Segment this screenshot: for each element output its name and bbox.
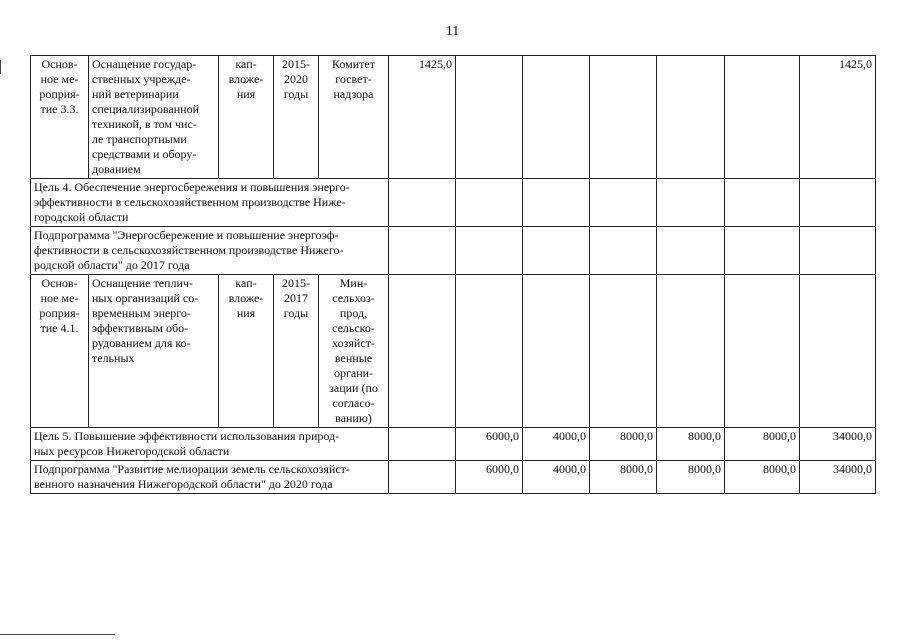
amount-cell: [725, 179, 800, 227]
amount-cell: [657, 179, 725, 227]
funding-type-cell: кап- вложе- ния: [219, 56, 274, 179]
scan-edge-mark: [0, 60, 1, 74]
amount-cell: [389, 461, 456, 494]
amount-cell: [657, 56, 725, 179]
amount-cell: 1425,0: [389, 56, 456, 179]
goal-text-cell: Цель 4. Обеспечение энергосбережения и повышения энерго- эффективности в сельскохозяйственном производстве Ниже- городской области: [31, 179, 389, 227]
amount-cell: 8000,0: [590, 428, 657, 461]
goal-text-cell: Подпрограмма "Энергосбережение и повышение энергоэф- фективности в сельскохозяйственном производстве Нижего- родской области" до 2017 года: [31, 227, 389, 275]
amount-cell: [456, 275, 523, 428]
amount-cell: 6000,0: [456, 461, 523, 494]
program-table: [30, 55, 876, 494]
amount-cell: [456, 227, 523, 275]
amount-cell: [523, 227, 590, 275]
amount-cell: 8000,0: [657, 461, 725, 494]
amount-cell: [389, 428, 456, 461]
amount-cell: [456, 56, 523, 179]
goal-text-cell: Подпрограмма "Развитие мелиорации земель сельскохозяйст- венного назначения Нижегородской области" до 2020 года: [31, 461, 389, 494]
amount-cell: 4000,0: [523, 428, 590, 461]
measure-label-cell: Основ- ное ме- роприя- тие 3.3.: [31, 56, 89, 179]
amount-cell: [800, 275, 876, 428]
measure-label-cell: Основ- ное ме- роприя- тие 4.1.: [31, 275, 89, 428]
amount-cell: 4000,0: [523, 461, 590, 494]
amount-cell: [523, 56, 590, 179]
amount-cell: [725, 275, 800, 428]
amount-cell: [590, 227, 657, 275]
goal-row: [31, 428, 876, 461]
amount-cell: [725, 56, 800, 179]
amount-cell: [800, 227, 876, 275]
measure-name-cell: Оснащение государ- ственных учрежде- ний ветеринарии специализированной техникой, в том чис- ле транспортными средствами и обору- дованием: [89, 56, 219, 179]
amount-cell: [523, 275, 590, 428]
amount-cell: [800, 179, 876, 227]
amount-cell: [590, 179, 657, 227]
amount-cell: [389, 275, 456, 428]
amount-cell: 8000,0: [725, 428, 800, 461]
amount-cell: [389, 227, 456, 275]
executor-cell: Комитет госвет- надзора: [319, 56, 389, 179]
goal-row: [31, 179, 876, 227]
amount-cell: 6000,0: [456, 428, 523, 461]
period-cell: 2015- 2020 годы: [274, 56, 319, 179]
amount-cell: [456, 179, 523, 227]
amount-cell: 8000,0: [590, 461, 657, 494]
amount-cell: 34000,0: [800, 428, 876, 461]
goal-row: [31, 461, 876, 494]
scan-edge-mark: [0, 634, 115, 635]
amount-cell: 34000,0: [800, 461, 876, 494]
measure-name-cell: Оснащение теплич- ных организаций со- временным энерго- эффективным обо- рудованием для ко- тельных: [89, 275, 219, 428]
amount-cell: 8000,0: [657, 428, 725, 461]
goal-text-cell: Цель 5. Повышение эффективности использования природ- ных ресурсов Нижегородской области: [31, 428, 389, 461]
period-cell: 2015- 2017 годы: [274, 275, 319, 428]
amount-cell: [590, 275, 657, 428]
amount-cell: 8000,0: [725, 461, 800, 494]
amount-cell: 1425,0: [800, 56, 876, 179]
funding-type-cell: кап- вложе- ния: [219, 275, 274, 428]
measure-row: [31, 275, 876, 428]
amount-cell: [523, 179, 590, 227]
amount-cell: [590, 56, 657, 179]
amount-cell: [389, 179, 456, 227]
page-number: 11: [445, 24, 460, 39]
goal-row: [31, 227, 876, 275]
executor-cell: Мин- сельхоз- прод, сельско- хозяйст- венные органи- зации (по согласо- ванию): [319, 275, 389, 428]
amount-cell: [725, 227, 800, 275]
measure-row: [31, 56, 876, 179]
amount-cell: [657, 227, 725, 275]
amount-cell: [657, 275, 725, 428]
